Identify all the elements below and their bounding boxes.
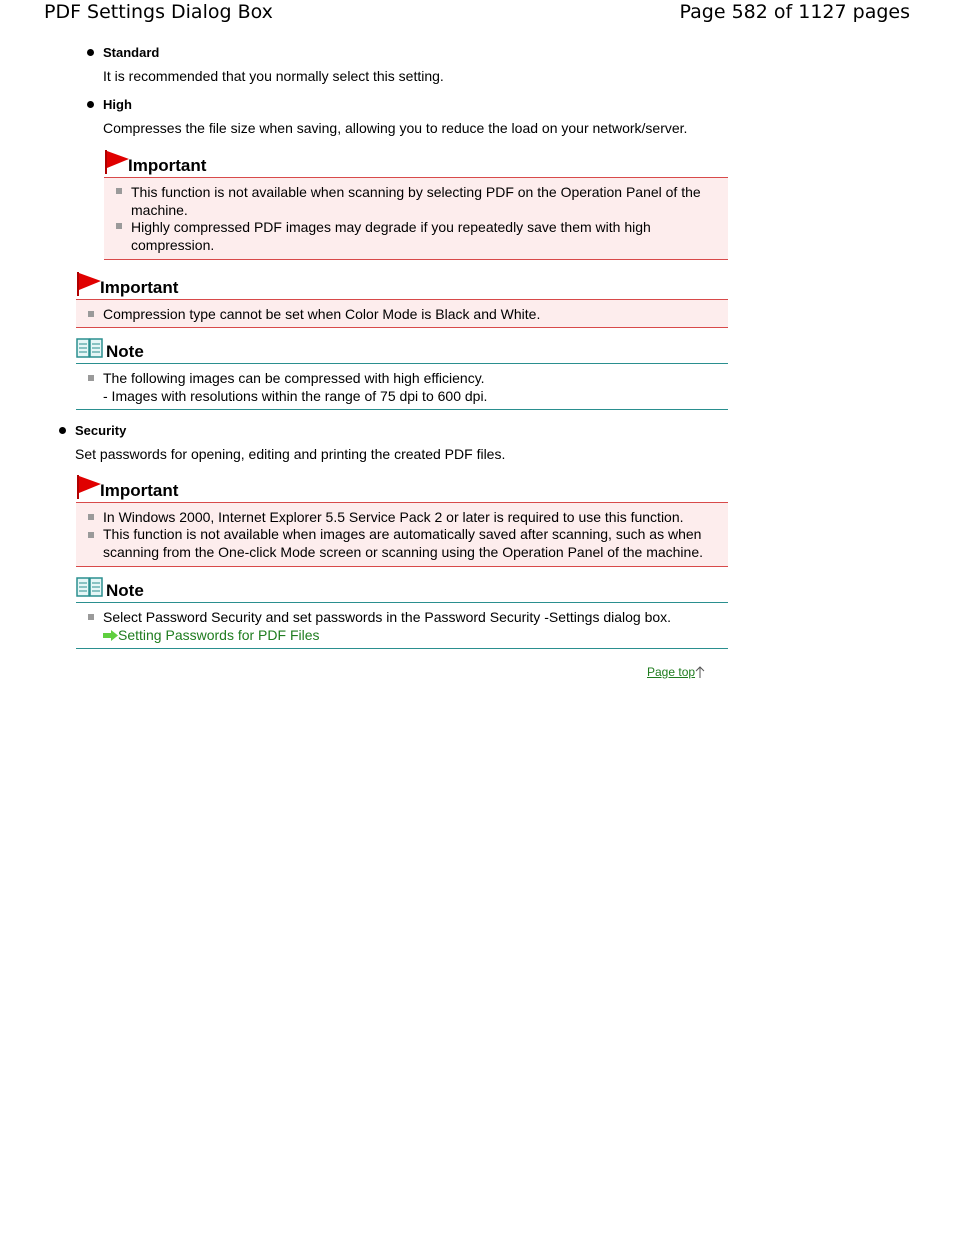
important-title: Important [100,481,179,500]
open-book-icon [76,577,104,599]
term-security: Security [75,423,127,438]
list-item: Select Password Security and set passwords in the Password Security -Settings dialog box. [103,609,672,625]
link-row [103,626,320,644]
list-bullet-icon [88,375,94,381]
open-book-icon [76,338,104,360]
list-bullet-icon [116,223,122,229]
desc-security: Set passwords for opening, editing and printing the created PDF files. [75,446,506,462]
term-high: High [103,97,132,112]
desc-standard: It is recommended that you normally select this setting. [103,68,444,84]
page-counter: Page 582 of 1127 pages [679,1,910,23]
red-flag-icon [76,475,102,499]
important-title: Important [128,156,207,175]
list-item: Compression type cannot be set when Color Mode is Black and White. [103,306,541,322]
list-item: This function is not available when scanning by selecting PDF on the Operation Panel of the machine. [131,184,701,218]
red-flag-icon [104,150,130,174]
page-top-link[interactable] [647,665,705,679]
bullet-icon [87,49,94,56]
list-bullet-icon [88,514,94,520]
list-bullet-icon [88,532,94,538]
important-box [76,299,728,328]
list-bullet-icon [88,311,94,317]
list-bullet-icon [116,188,122,194]
bullet-icon [59,427,66,434]
bullet-icon [87,101,94,108]
red-flag-icon [76,272,102,296]
setting-passwords-link[interactable]: Setting Passwords for PDF Files [118,627,320,643]
green-arrow-icon [103,630,118,641]
list-item: In Windows 2000, Internet Explorer 5.5 Service Pack 2 or later is required to use this function. [103,509,684,525]
important-title: Important [100,278,179,297]
desc-high: Compresses the file size when saving, allowing you to reduce the load on your network/server. [103,120,688,136]
note-title: Note [106,581,144,600]
term-standard: Standard [103,45,160,60]
note-box [76,363,728,410]
page-top-label: Page top [647,665,696,679]
note-box [76,602,728,649]
up-arrow-icon [695,666,705,678]
important-box [104,177,728,260]
page-header [0,0,954,28]
note-title: Note [106,342,144,361]
list-bullet-icon [88,614,94,620]
list-item: The following images can be compressed with high efficiency. - Images with resolutions within the range of 75 dpi to 600 dpi. [103,370,488,404]
document-title: PDF Settings Dialog Box [44,1,273,23]
list-item: This function is not available when images are automatically saved after scanning, such as when scanning from the One-click Mode screen or scanning using the Operation Panel of the machine. [103,526,703,560]
list-item: Highly compressed PDF images may degrade if you repeatedly save them with high compression. [131,219,651,253]
important-box [76,502,728,567]
